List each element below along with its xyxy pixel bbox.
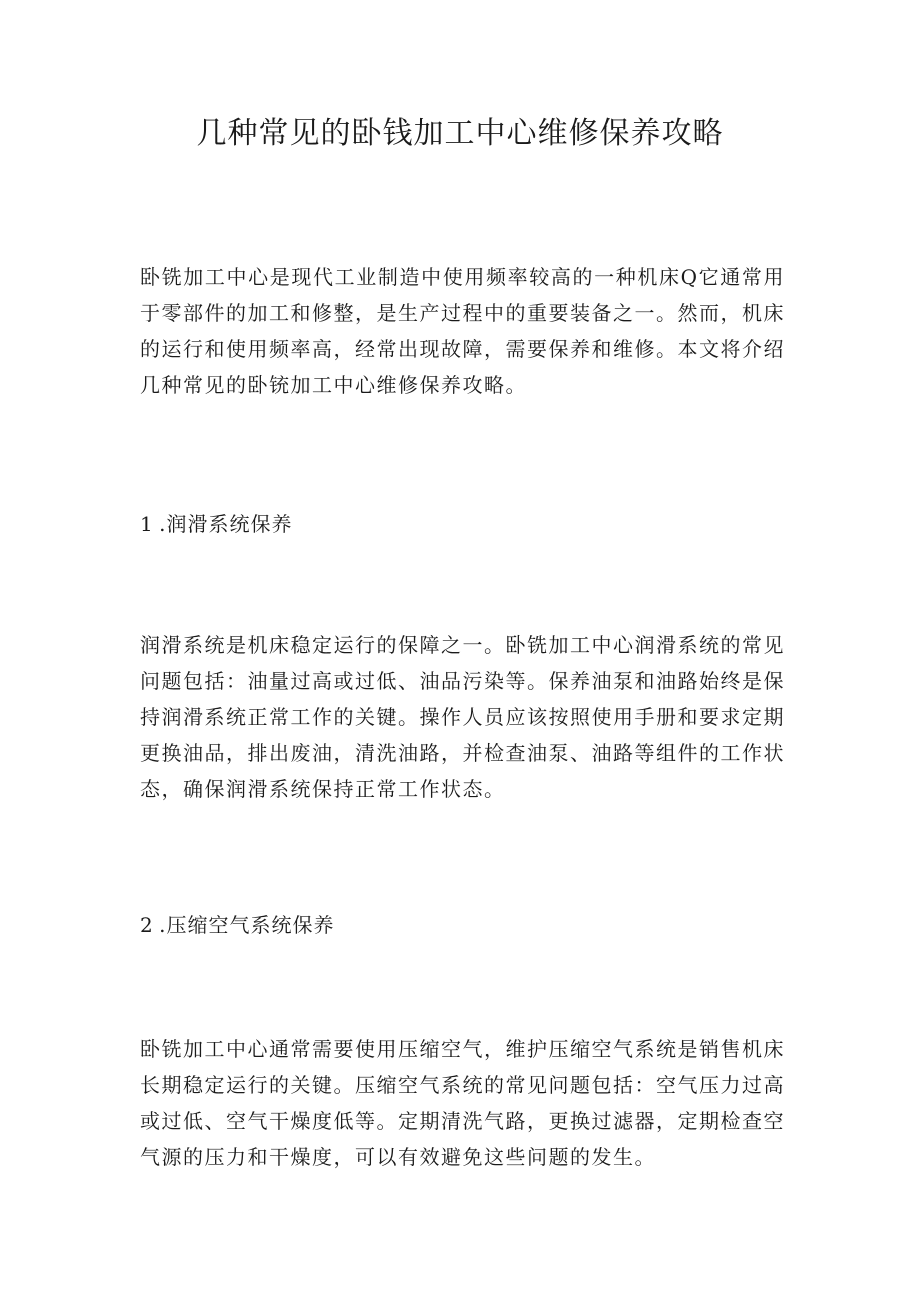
section-2-heading: [140, 907, 785, 943]
section-1-title: .润滑系统保养: [159, 512, 293, 536]
section-1-heading: [140, 506, 785, 542]
document-title: 几种常见的卧钱加工中心维修保养攻略: [196, 116, 724, 151]
section-1-body: 润滑系统是机床稳定运行的保障之一。卧铣加工中心润滑系统的常见问题包括：油量过高或过低、油品污染等。保养油泵和油路始终是保持润滑系统正常工作的关键。操作人员应该按照使用手册和要求定期更换油品，排出废油，清洗油路，并检查油泵、油路等组件的工作状态，确保润滑系统保持正常工作状态。: [140, 633, 785, 801]
section-2-body: 卧铣加工中心通常需要使用压缩空气，维护压缩空气系统是销售机床长期稳定运行的关键。压缩空气系统的常见问题包括：空气压力过高或过低、空气干燥度低等。定期清洗气路，更换过滤器，定期检查空气源的压力和干燥度，可以有效避免这些问题的发生。: [140, 1037, 785, 1169]
section-2-number: 2: [140, 913, 153, 937]
section-2-title: .压缩空气系统保养: [159, 913, 335, 937]
intro-paragraph: 卧铣加工中心是现代工业制造中使用频率较高的一种机床Q它通常用于零部件的加工和修整，是生产过程中的重要装备之一。然而，机床的运行和使用频率高，经常出现故障，需要保养和维修。本文将介绍几种常见的卧铳加工中心维修保养攻略。: [140, 265, 785, 397]
section-1-number: 1: [140, 512, 153, 536]
